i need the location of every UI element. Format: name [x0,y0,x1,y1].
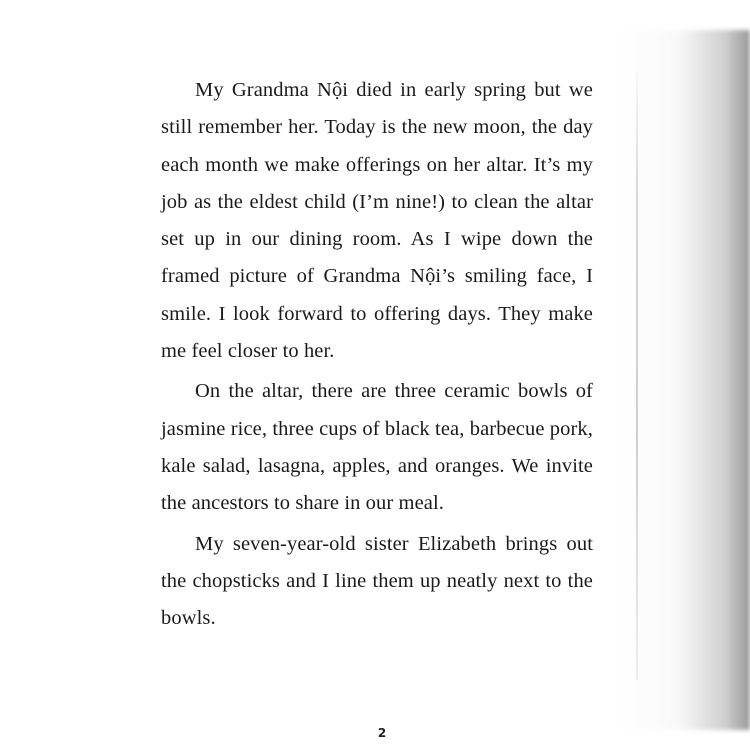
page-number: 2 [377,726,387,740]
paragraph-grandma: My Grandma Nội died in early spring but we still remember her. Today is the new moon, the day each month we make offerings on her altar. It’s my job as the eldest child (I’m nine!) to clean the altar set up in our dining room. As I wipe down the framed picture of Grandma Nội’s smiling face, I smile. I look forward to offering days. They make me feel closer to her. [161,79,593,363]
story-text [161,72,593,640]
page-edge-shadow [620,30,750,730]
page-edge-line [636,60,638,680]
paragraph-chopsticks: My seven-year-old sister Elizabeth brings out the chopsticks and I line them up neatly next to the bowls. [161,532,593,630]
paragraph-altar: On the altar, there are three ceramic bowls of jasmine rice, three cups of black tea, barbecue pork, kale salad, lasagna, apples, and oranges. We invite the ancestors to share in our meal. [161,380,593,515]
